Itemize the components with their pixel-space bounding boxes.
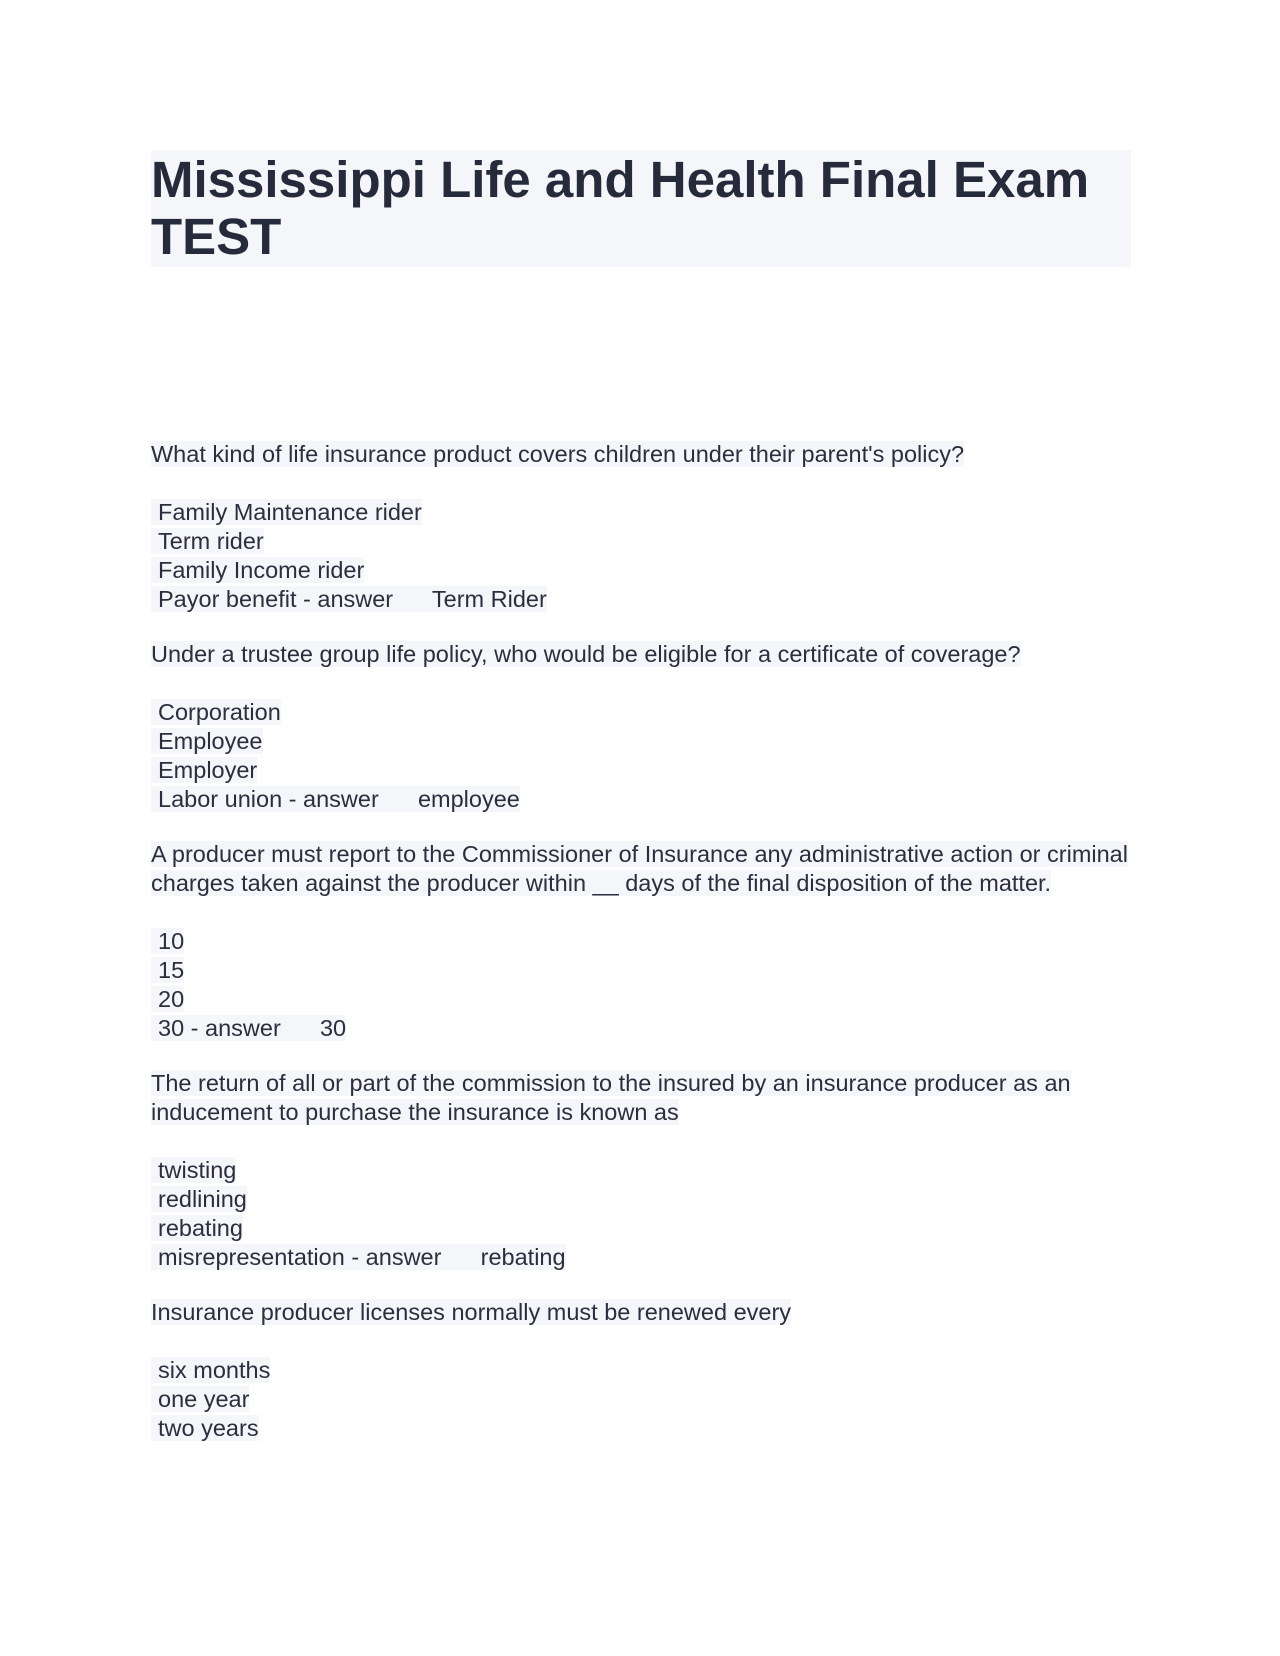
document-title: Mississippi Life and Health Final Exam TEST	[151, 150, 1131, 267]
option-item: twisting	[151, 1156, 1131, 1185]
option-item-with-answer: 30 - answer 30	[151, 1014, 1131, 1043]
document-page	[151, 150, 1131, 1441]
option-item-with-answer: Payor benefit - answer Term Rider	[151, 585, 1131, 614]
option-item: six months	[151, 1356, 1131, 1385]
answer-label: - answer	[184, 1015, 320, 1041]
option-item: redlining	[151, 1185, 1131, 1214]
question-block-5	[151, 1298, 1131, 1443]
answer-label: - answer	[296, 586, 432, 612]
option-item: Family Maintenance rider	[151, 498, 1131, 527]
option-item: Employee	[151, 727, 1131, 756]
question-block-4	[151, 1069, 1131, 1272]
option-item: Corporation	[151, 698, 1131, 727]
answer-text: Term Rider	[431, 586, 547, 612]
question-text: Insurance producer licenses normally must be renewed every	[151, 1299, 792, 1325]
option-item-with-answer: misrepresentation - answer rebating	[151, 1243, 1131, 1272]
question-list	[151, 440, 1131, 1469]
option-list	[151, 1356, 1131, 1443]
option-item: Term rider	[151, 527, 1131, 556]
option-item: two years	[151, 1414, 1131, 1443]
question-text: The return of all or part of the commission to the insured by an insurance producer as an inducement to purchase the insurance is known as	[151, 1070, 1071, 1125]
option-item: one year	[151, 1385, 1131, 1414]
answer-label: - answer	[282, 786, 418, 812]
answer-text: employee	[417, 786, 520, 812]
question-block-1	[151, 440, 1131, 614]
answer-text: 30	[319, 1015, 347, 1041]
answer-text: rebating	[480, 1244, 566, 1270]
option-item: Employer	[151, 756, 1131, 785]
question-text: A producer must report to the Commissioner of Insurance any administrative action or criminal charges taken against the producer within __ days of the final disposition of the matter.	[151, 841, 1128, 896]
question-block-2	[151, 640, 1131, 814]
question-block-3	[151, 840, 1131, 1043]
option-item: rebating	[151, 1214, 1131, 1243]
option-item: 10	[151, 927, 1131, 956]
option-list	[151, 498, 1131, 614]
question-text: What kind of life insurance product covers children under their parent's policy?	[151, 441, 965, 467]
answer-label: - answer	[344, 1244, 481, 1270]
option-item: 20	[151, 985, 1131, 1014]
option-list	[151, 1156, 1131, 1272]
question-text: Under a trustee group life policy, who would be eligible for a certificate of coverage?	[151, 641, 1021, 667]
option-list	[151, 927, 1131, 1043]
option-item: Family Income rider	[151, 556, 1131, 585]
option-item-with-answer: Labor union - answer employee	[151, 785, 1131, 814]
option-list	[151, 698, 1131, 814]
option-item: 15	[151, 956, 1131, 985]
